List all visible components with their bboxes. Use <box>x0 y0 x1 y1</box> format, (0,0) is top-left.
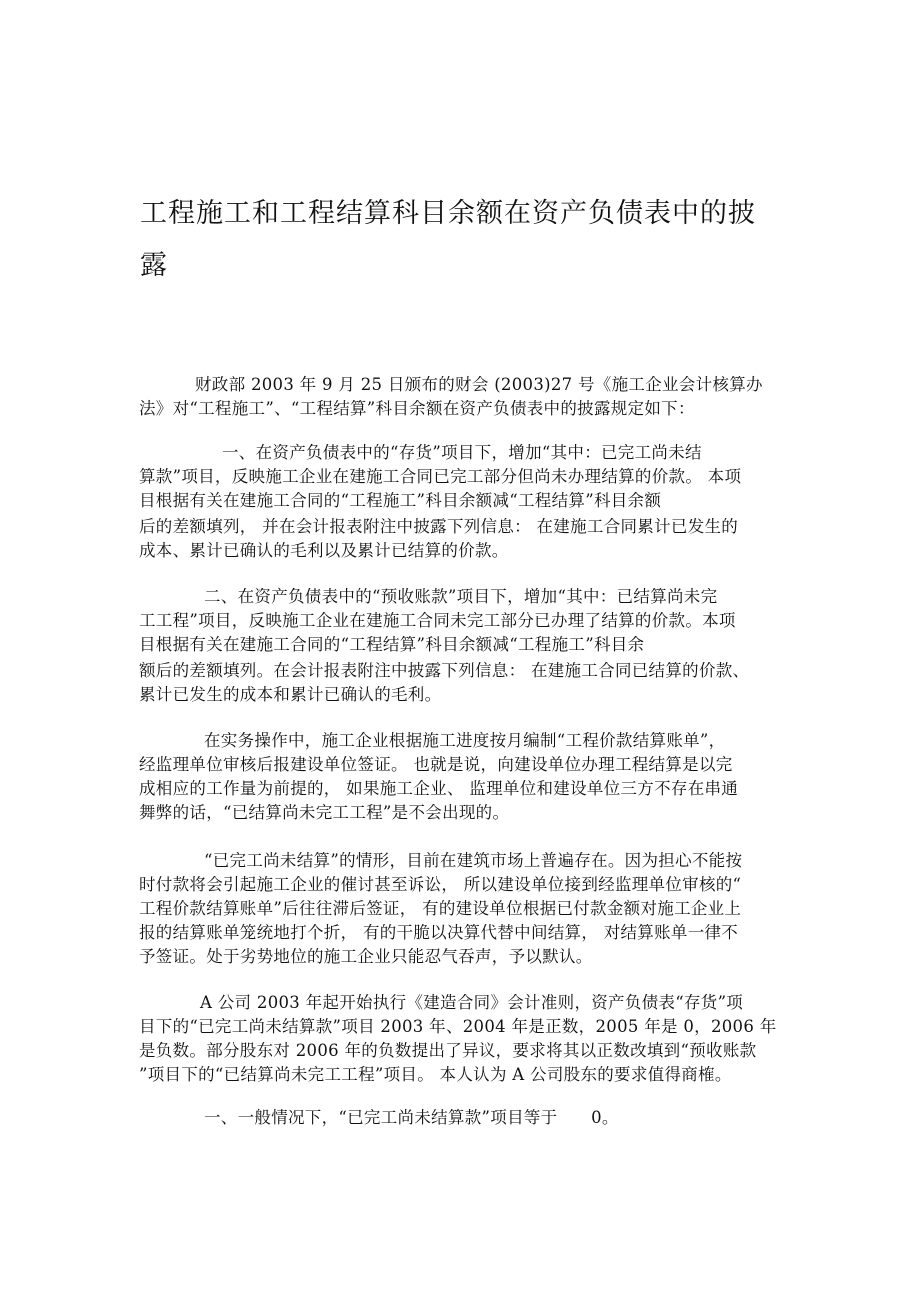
paragraph-line: 一、一般情况下，“已完工尚未结算款”项目等于 0。 <box>204 1108 619 1127</box>
paragraph-line: 工程价款结算账单”后往往滞后签证， 有的建设单位根据已付款金额对施工企业上 <box>139 899 742 918</box>
paragraph-line: 报的结算账单笼统地打个折， 有的干脆以决算代替中间结算， 对结算账单一律不 <box>139 923 739 942</box>
paragraph-line: 算款”项目，反映施工企业在建施工合同已完工部分但尚未办理结算的价款。 本项 <box>139 467 742 486</box>
paragraph-line: 成相应的工作量为前提的， 如果施工企业、 监理单位和建设单位三方不存在串通 <box>139 779 739 798</box>
paragraph-line: 时付款将会引起施工企业的催讨甚至诉讼， 所以建设单位接到经监理单位审核的“ <box>139 875 742 894</box>
paragraph-line: 二、在资产负债表中的“预收账款”项目下，增加“其中：已结算尚未完 <box>204 587 718 606</box>
paragraph-line: 在实务操作中，施工企业根据施工进度按月编制“工程价款结算账单”， <box>204 731 726 750</box>
title-line: 露 <box>140 250 168 281</box>
paragraph-line: 法》对“工程施工”、“工程结算”科目余额在资产负债表中的披露规定如下： <box>139 399 695 418</box>
paragraph-line: 一、在资产负债表中的“存货”项目下，增加“其中：已完工尚未结 <box>222 443 702 462</box>
paragraph-line: 目下的“已完工尚未结算款”项目 2003 年、2004 年是正数，2005 年是 0，2006 年 <box>139 1017 777 1036</box>
paragraph-line: 目根据有关在建施工合同的“工程施工”科目余额减“工程结算”科目余额 <box>139 491 662 510</box>
paragraph-line: ”项目下的“已结算尚未完工工程”项目。 本人认为 A 公司股东的要求值得商榷。 <box>139 1065 732 1084</box>
paragraph-line: 后的差额填列， 并在会计报表附注中披露下列信息： 在建施工合同累计已发生的 <box>139 517 739 536</box>
paragraph-line: “已完工尚未结算”的情形，目前在建筑市场上普遍存在。因为担心不能按 <box>204 851 743 870</box>
paragraph-line: 额后的差额填列。在会计报表附注中披露下列信息： 在建施工合同已结算的价款、 <box>139 661 750 680</box>
paragraph-line: 予签证。处于劣势地位的施工企业只能忍气吞声，予以默认。 <box>139 947 593 966</box>
paragraph-line: 舞弊的话，“已结算尚未完工工程”是不会出现的。 <box>139 803 510 822</box>
paragraph-line: 经监理单位审核后报建设单位签证。 也就是说，向建设单位办理工程结算是以完 <box>139 755 733 774</box>
paragraph-line: 工工程”项目，反映施工企业在建施工合同未完工部分已办理了结算的价款。本项 <box>139 611 736 630</box>
document-title <box>140 188 780 292</box>
paragraph-line: 累计已发生的成本和累计已确认的毛利。 <box>139 685 442 704</box>
paragraph-line: 目根据有关在建施工合同的“工程结算”科目余额减“工程施工”科目余 <box>139 635 645 654</box>
paragraph-line: 是负数。部分股东对 2006 年的负数提出了异议，要求将其以正数改填到“预收账款 <box>139 1041 757 1060</box>
paragraph-line: 财政部 2003 年 9 月 25 日颁布的财会 (2003)27 号《施工企业会计核算办 <box>195 375 763 394</box>
paragraph-line: A 公司 2003 年起开始执行《建造合同》会计准则，资产负债表“存货”项 <box>200 993 744 1012</box>
paragraph-line: 成本、累计已确认的毛利以及累计已结算的价款。 <box>139 541 509 560</box>
title-line: 工程施工和工程结算科目余额在资产负债表中的披 <box>140 198 756 229</box>
